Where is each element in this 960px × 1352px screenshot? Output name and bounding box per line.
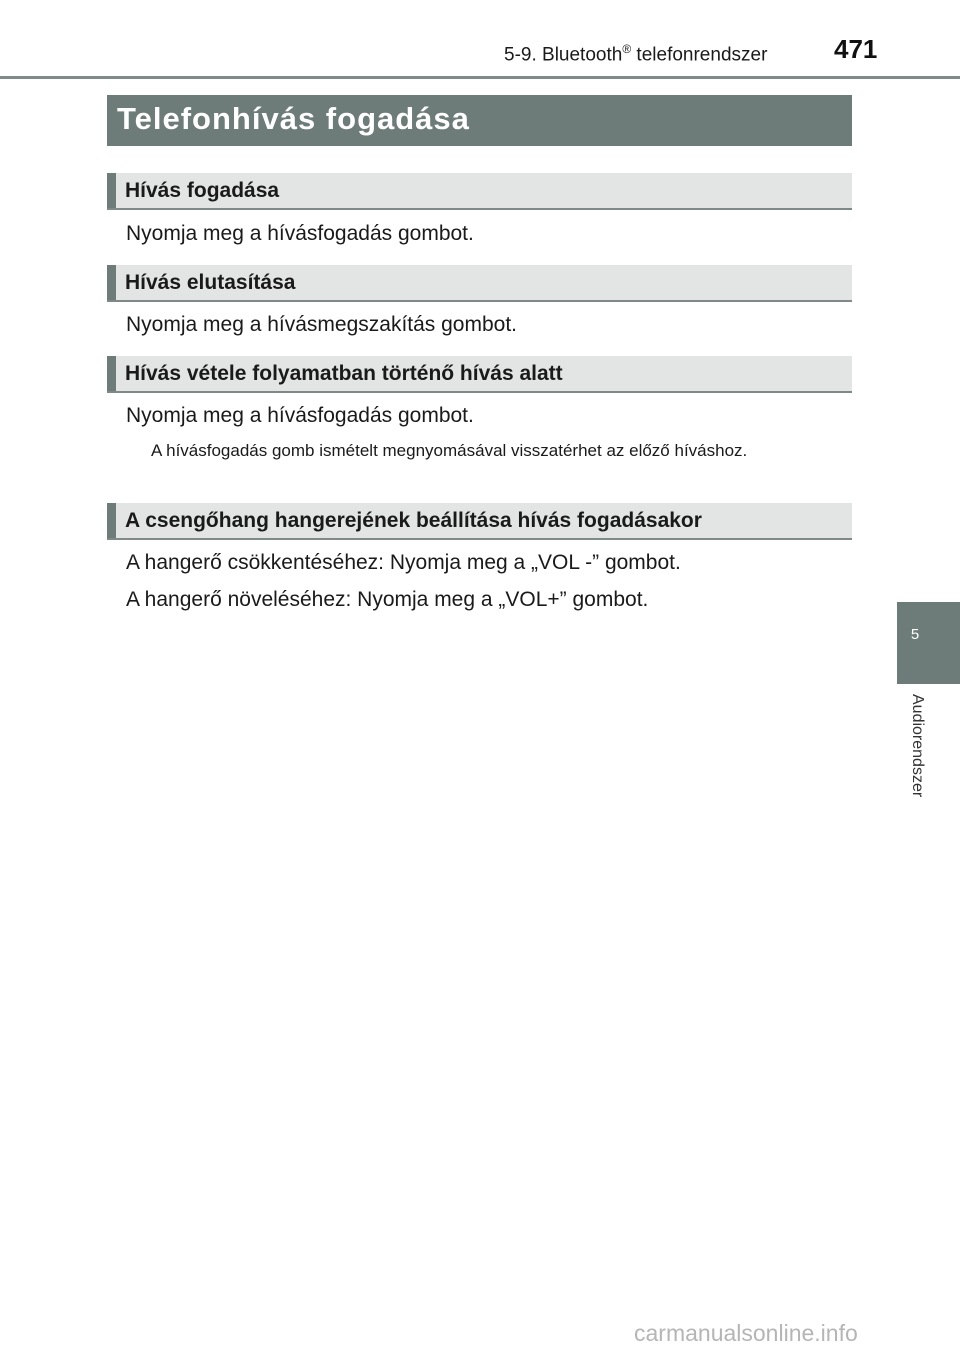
- page-title: Telefonhívás fogadása: [117, 101, 470, 136]
- subheading-accent: [107, 265, 116, 300]
- header-rule: [0, 76, 960, 79]
- body-paragraph: Nyomja meg a hívásmegszakítás gombot.: [126, 313, 518, 336]
- body-paragraph: A hangerő csökkentéséhez: Nyomja meg a „VOL -” gombot.: [126, 551, 681, 574]
- page-title-banner: [107, 95, 852, 146]
- subheading-title: Hívás vétele folyamatban történő hívás alatt: [125, 362, 563, 385]
- subheading-bar-1: [107, 173, 852, 210]
- subheading-title: A csengőhang hangerejének beállítása hívás fogadásakor: [125, 509, 702, 532]
- body-paragraph: Nyomja meg a hívásfogadás gombot.: [126, 222, 474, 245]
- subheading-title: Hívás fogadása: [125, 179, 280, 202]
- subheading-bar-2: [107, 265, 852, 302]
- watermark: carmanualsonline.info: [634, 1320, 858, 1346]
- chapter-number: 5: [910, 626, 920, 643]
- registered-mark: ®: [622, 42, 632, 56]
- body-paragraph: Nyomja meg a hívásfogadás gombot.: [126, 404, 474, 427]
- subheading-accent: [107, 503, 116, 538]
- subheading-bar-3: [107, 356, 852, 393]
- note-text: A hívásfogadás gomb ismételt megnyomásával visszatérhet az előző híváshoz.: [151, 441, 748, 460]
- chapter-tab: [897, 602, 960, 684]
- chapter-label: Audiorendszer: [909, 694, 926, 798]
- header-section-prefix: 5-9. Bluetooth: [504, 44, 623, 66]
- subheading-bar-4: [107, 503, 852, 540]
- subheading-accent: [107, 173, 116, 208]
- body-paragraph: A hangerő növeléséhez: Nyomja meg a „VOL+” gombot.: [126, 588, 649, 611]
- subheading-title: Hívás elutasítása: [125, 271, 296, 294]
- page-number: 471: [834, 34, 878, 64]
- subheading-accent: [107, 356, 116, 391]
- header-section-suffix: telefonrendszer: [631, 44, 768, 66]
- header-section-title: [504, 42, 767, 66]
